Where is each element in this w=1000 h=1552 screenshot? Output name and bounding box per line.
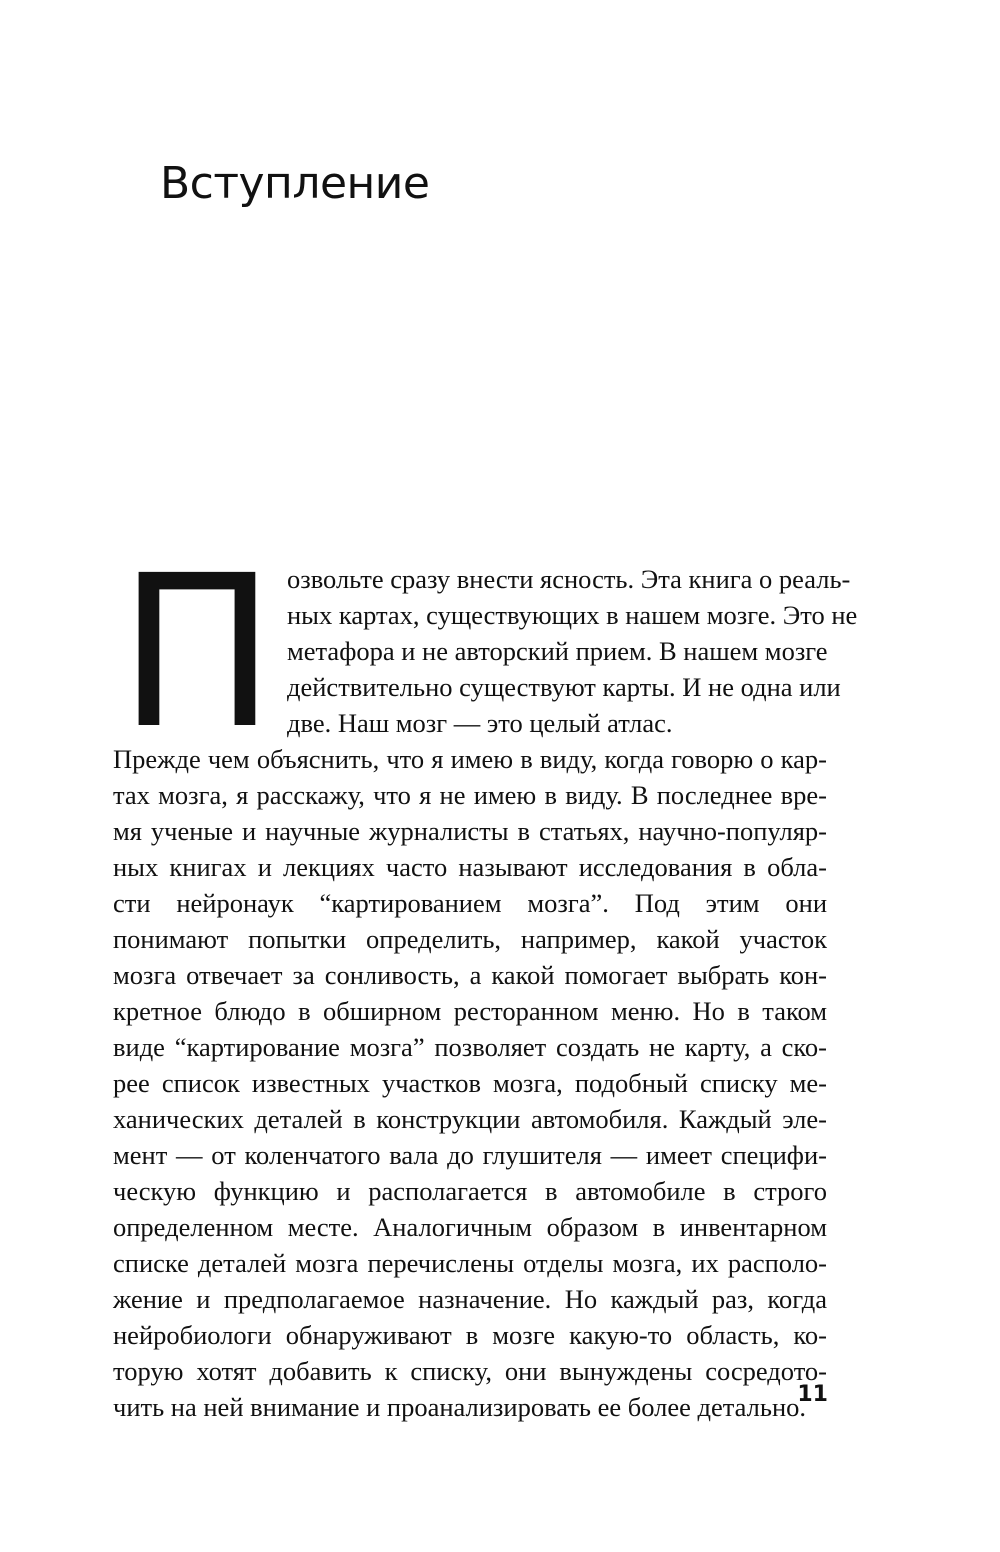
intro-line-5: две. Наш мозг — это целый атлас.	[287, 708, 673, 738]
page-number: 11	[797, 1382, 828, 1407]
paragraph-line-17: нейробиологи обнаруживают в мозге какую-то область, ко-	[113, 1320, 827, 1350]
paragraph-line-16: жение и предполагаемое назначение. Но каждый раз, когда	[113, 1284, 827, 1314]
paragraph-line-6: понимают попытки определить, например, какой участок	[113, 924, 827, 954]
paragraph-line-19: чить на ней внимание и проанализировать ее более детально.	[113, 1392, 807, 1422]
paragraph-line-8: кретное блюдо в обширном ресторанном меню. Но в таком	[113, 996, 827, 1026]
chapter-title: Вступление	[160, 158, 430, 209]
paragraph-line-2: тах мозга, я расскажу, что я не имею в виду. В последнее вре-	[113, 780, 827, 810]
paragraph-line-4: ных книгах и лекциях часто называют исследования в обла-	[113, 852, 827, 882]
paragraph-line-10: рее список известных участков мозга, подобный списку ме-	[113, 1068, 827, 1098]
paragraph-line-18: торую хотят добавить к списку, они вынуждены сосредото-	[113, 1356, 827, 1386]
intro-line-4: действительно существуют карты. И не одна или	[287, 672, 841, 702]
drop-cap-letter: П	[118, 530, 276, 775]
intro-line-3: метафора и не авторский прием. В нашем мозге	[287, 636, 828, 666]
paragraph-line-11: ханических деталей в конструкции автомобиля. Каждый эле-	[113, 1104, 827, 1134]
paragraph-line-14: определенном месте. Аналогичным образом в инвентарном	[113, 1212, 827, 1242]
paragraph-line-12: мент — от коленчатого вала до глушителя — имеет специфи-	[113, 1140, 827, 1170]
paragraph-line-3: мя ученые и научные журналисты в статьях, научно-популяр-	[113, 816, 827, 846]
paragraph-line-1: Прежде чем объяснить, что я имею в виду, когда говорю о кар-	[113, 744, 827, 774]
paragraph-line-7: мозга отвечает за сонливость, а какой помогает выбрать кон-	[113, 960, 827, 990]
intro-line-1: озвольте сразу внести ясность. Эта книга о реаль-	[287, 564, 851, 594]
paragraph-line-5: сти нейронаук “картированием мозга”. Под этим они	[113, 888, 827, 918]
intro-line-2: ных картах, существующих в нашем мозге. Это не	[287, 600, 858, 630]
paragraph-line-15: списке деталей мозга перечислены отделы мозга, их располо-	[113, 1248, 827, 1278]
paragraph-line-13: ческую функцию и располагается в автомобиле в строго	[113, 1176, 827, 1206]
paragraph-line-9: виде “картирование мозга” позволяет создать не карту, а ско-	[113, 1032, 827, 1062]
